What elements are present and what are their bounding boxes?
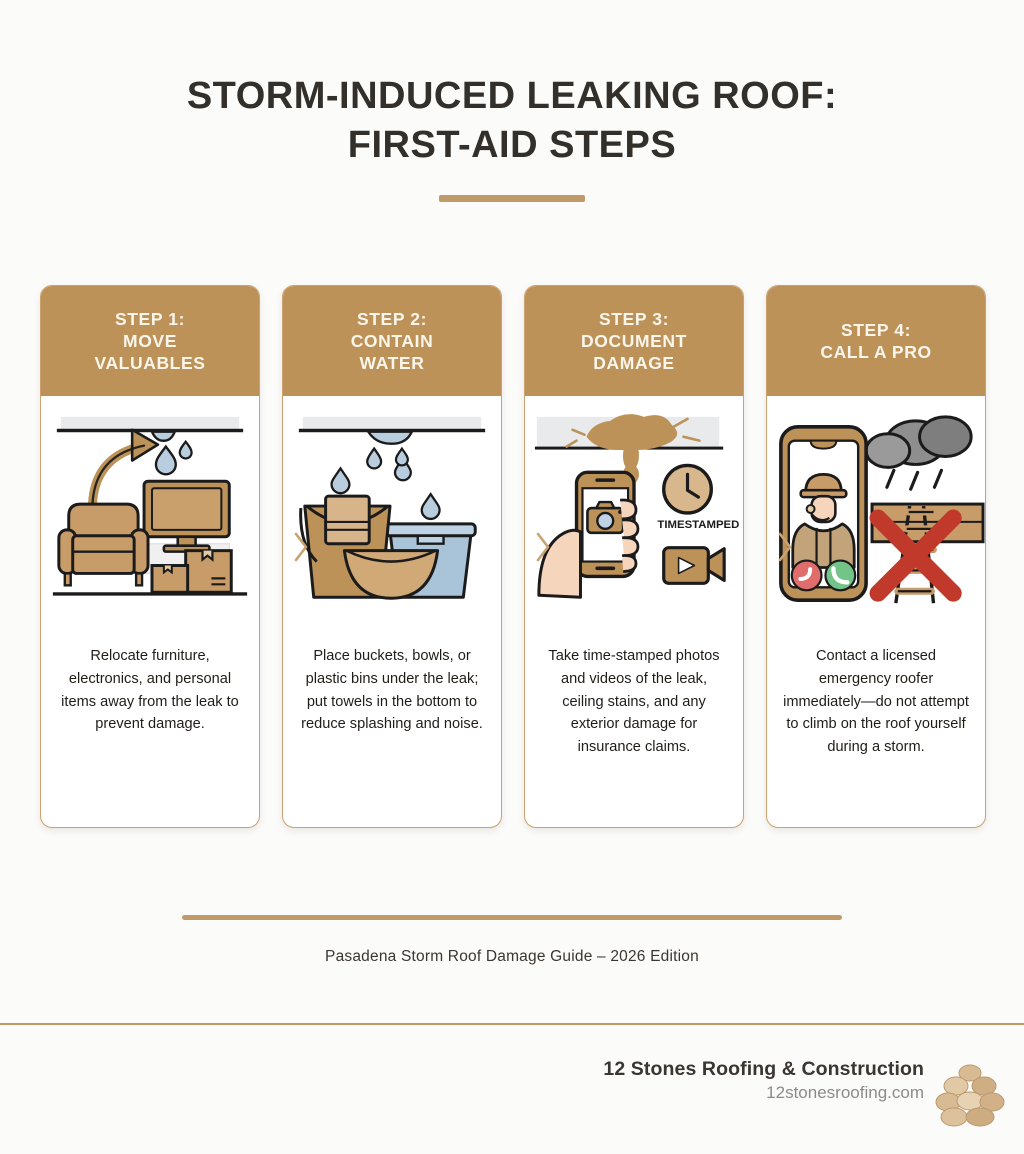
step-card-2-header [283,286,501,396]
page-title-line-1: STORM-INDUCED LEAKING ROOF: [186,75,838,117]
timestamped-label: TIMESTAMPED [657,518,740,531]
step-2-description: Place buckets, bowls, or plastic bins under the leak; put towels in the bottom to reduce splashing and noise. [301,648,483,733]
step-card-2[interactable] [282,285,502,828]
step-3-heading-line-3: DAMAGE [593,353,675,374]
step-3-heading-line-2: DOCUMENT [581,330,687,351]
brand-website-url[interactable]: 12stonesroofing.com [766,1083,924,1102]
step-2-heading-line-1: STEP 2: [356,308,427,329]
step-connector-chevron-3 [778,532,792,562]
step-4-description: Contact a licensed emergency roofer immediately—do not attempt to climb on the roof yourself during a storm. [783,648,969,756]
step-2-heading-line-3: WATER [359,353,425,374]
step-2-heading-line-2: CONTAIN [350,330,434,351]
page-bottom-divider [0,1023,1024,1025]
step-card-3-header [525,286,743,396]
page-title-line-2: FIRST-AID STEPS [347,123,677,166]
footer-divider-rule [182,915,842,920]
step-card-1-header [41,286,259,396]
step-card-3[interactable] [524,285,744,828]
page-title [0,0,1024,202]
brand-name: 12 Stones Roofing & Construction [603,1058,924,1080]
step-1-illustration [41,396,259,629]
footer-caption: Pasadena Storm Roof Damage Guide – 2026 Edition [325,948,699,965]
step-connector-chevron-2 [536,532,550,562]
step-1-description: Relocate furniture, electronics, and personal items away from the leak to prevent damage. [61,648,239,733]
step-card-4-header [767,286,985,396]
step-3-description: Take time-stamped photos and videos of the leak, ceiling stains, and any exterior damage for insurance claims. [548,648,720,756]
step-4-heading-line-2: CALL A PRO [820,342,932,362]
step-card-1[interactable] [40,285,260,828]
step-3-heading-line-1: STEP 3: [598,308,669,329]
step-1-heading-line-2: MOVE [123,330,177,351]
step-4-illustration [767,396,985,629]
title-underline-rule [439,195,585,202]
step-1-heading-line-3: VALUABLES [94,353,206,374]
step-card-4[interactable] [766,285,986,828]
step-connector-chevron-1 [294,532,308,562]
steps-container [40,285,986,828]
step-1-heading-line-1: STEP 1: [114,308,185,329]
stone-pile-logo-icon [934,1062,1006,1128]
step-4-heading-line-1: STEP 4: [840,319,911,340]
step-3-illustration [525,396,743,629]
step-2-illustration [283,396,501,629]
brand-block [603,1058,924,1103]
